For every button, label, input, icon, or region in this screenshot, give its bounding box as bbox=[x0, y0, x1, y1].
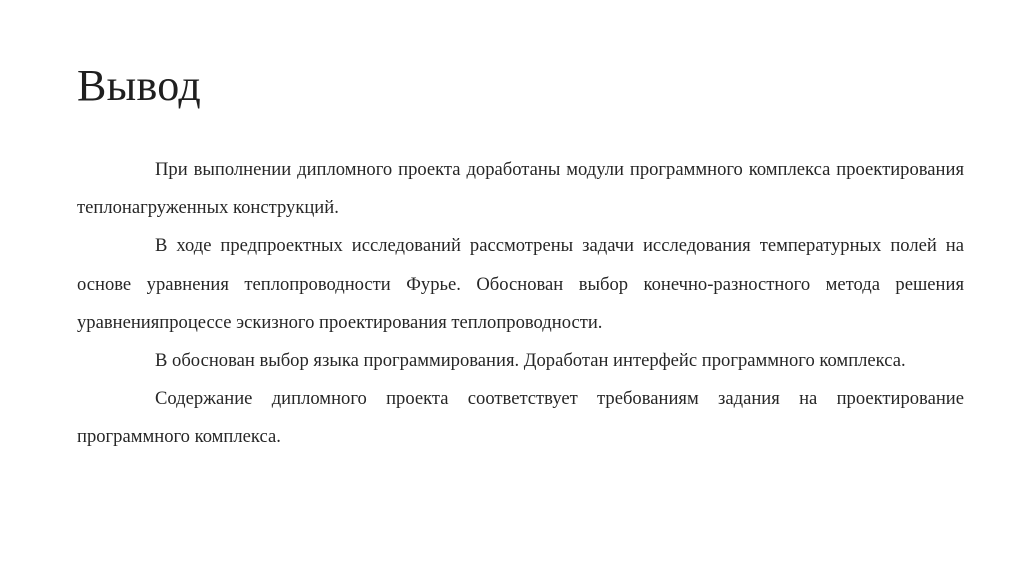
paragraph-2: В ходе предпроектных исследований рассмотрены задачи исследования температурных полей на основе уравнения теплопроводности Фурье. Обоснован выбор конечно-разностного метода решения уравненияпроцессе эскизного проектирования теплопроводности. bbox=[77, 235, 964, 333]
paragraph-3: В обоснован выбор языка программирования. Доработан интерфейс программного комплекса. bbox=[155, 350, 906, 372]
paragraph-1: При выполнении дипломного проекта доработаны модули программного комплекса проектирования теплонагруженных конструкций. bbox=[77, 159, 964, 219]
paragraph-4: Содержание дипломного проекта соответствует требованиям задания на проектирование программного комплекса. bbox=[77, 388, 964, 448]
slide-title: Вывод bbox=[77, 61, 202, 110]
slide-body bbox=[77, 151, 964, 457]
